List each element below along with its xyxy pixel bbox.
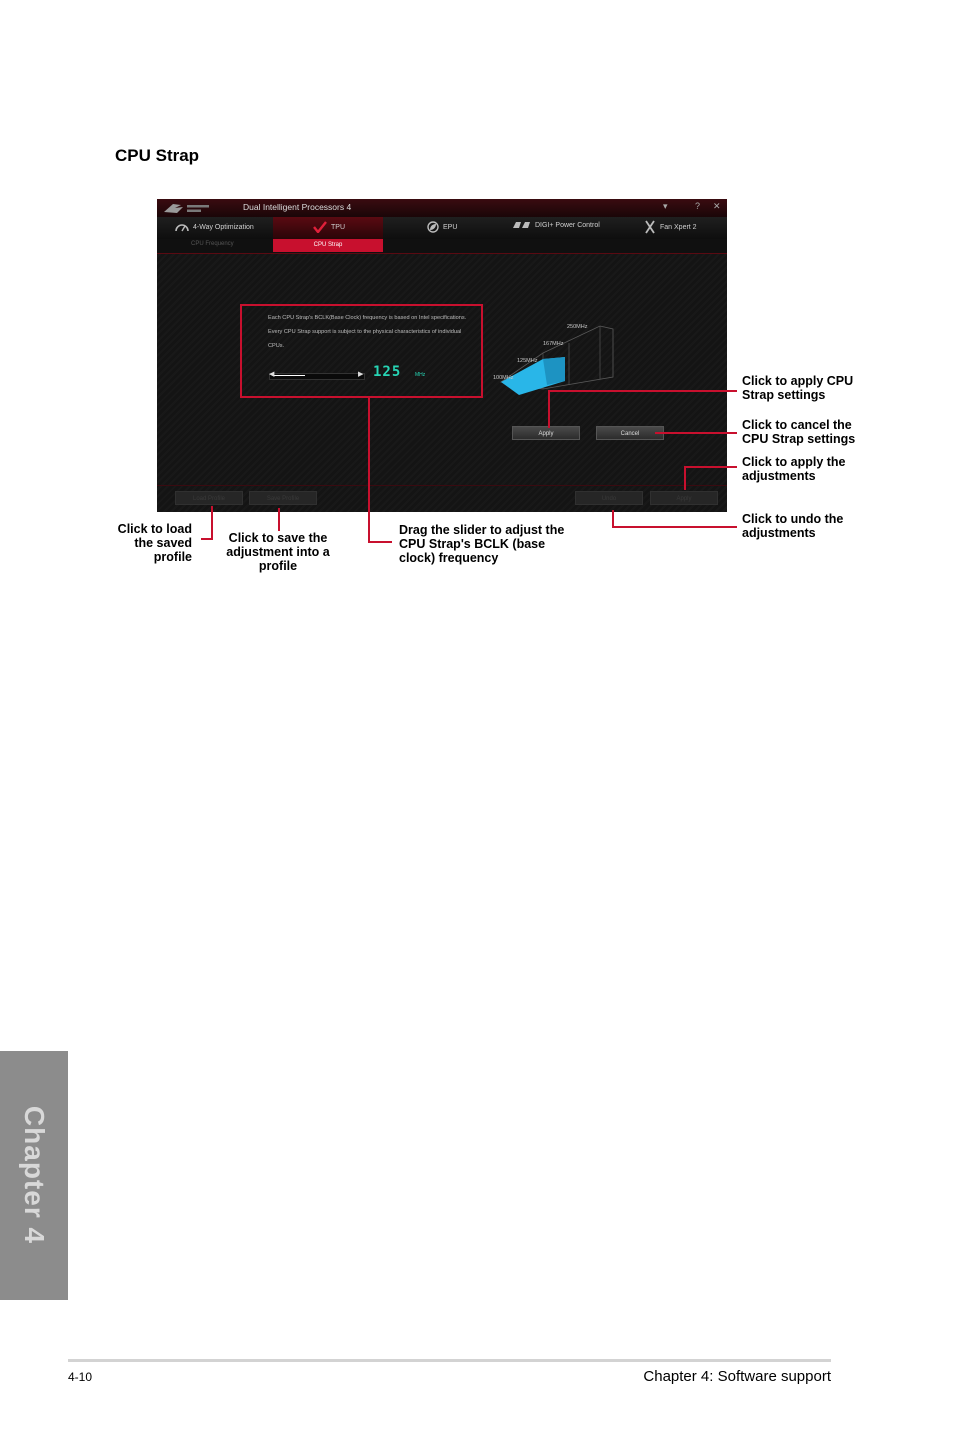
chapter-label: Chapter 4 <box>19 1105 50 1245</box>
help-icon[interactable]: ? <box>695 201 701 211</box>
tab-digi-power-control[interactable] <box>513 221 600 229</box>
callout-apply-strap: Click to apply CPU Strap settings <box>742 374 854 402</box>
page-number: 4-10 <box>68 1370 93 1384</box>
callout-slider: Drag the slider to adjust the CPU Strap's BCLK (base clock) frequency <box>399 523 565 565</box>
leader-line <box>201 538 213 540</box>
callout-load-profile: Click to load the saved profile <box>117 522 192 564</box>
leader-line <box>655 432 737 434</box>
leader-line <box>548 390 737 392</box>
epu-leaf-icon <box>427 221 439 233</box>
tpu-check-icon <box>313 221 327 233</box>
fan-icon <box>644 220 656 234</box>
section-title: CPU Strap <box>115 146 200 165</box>
tab-label: DIGI+ Power Control <box>535 221 600 229</box>
tab-label: 4-Way Optimization <box>193 223 254 231</box>
callout-save-profile: Click to save the adjustment into a profile <box>226 531 330 573</box>
tab-4way-optimization[interactable] <box>175 221 254 233</box>
cancel-strap-button[interactable]: Cancel <box>596 426 664 440</box>
strap-label-100: 100MHz <box>493 375 514 381</box>
footer-divider <box>157 485 727 486</box>
subtab-cpu-frequency[interactable]: CPU Frequency <box>191 241 234 247</box>
footer-rule <box>68 1359 831 1362</box>
dropdown-icon[interactable]: ▾ <box>663 201 668 211</box>
leader-line <box>278 508 280 531</box>
tab-label: TPU <box>331 223 345 231</box>
leader-line <box>612 526 737 528</box>
apply-strap-button[interactable]: Apply <box>512 426 580 440</box>
strap-label-250: 250MHz <box>567 324 588 330</box>
leader-line <box>368 398 370 543</box>
speedometer-icon <box>175 221 189 233</box>
leader-line <box>368 541 392 543</box>
tab-label: Fan Xpert 2 <box>660 223 697 231</box>
undo-button[interactable]: Undo <box>575 491 643 505</box>
subtab-bar <box>157 239 727 253</box>
slider-right-arrow-icon[interactable]: ▶ <box>358 371 364 378</box>
tab-label: EPU <box>443 223 458 231</box>
digi-logo-icon <box>513 221 531 229</box>
leader-line <box>684 466 737 468</box>
tab-tpu[interactable] <box>313 221 345 233</box>
load-profile-button[interactable]: Load Profile <box>175 491 243 505</box>
bclk-unit: MHz <box>415 372 426 378</box>
slider-highlight-box <box>240 304 483 398</box>
slider-left-arrow-icon[interactable]: ◀ <box>269 371 275 378</box>
callout-undo-adjustments: Click to undo the adjustments <box>742 512 844 540</box>
callout-cancel-strap: Click to cancel the CPU Strap settings <box>742 418 856 446</box>
leader-line <box>548 390 550 428</box>
leader-line <box>684 466 686 490</box>
strap-wedge-graphic <box>495 319 620 399</box>
bclk-value: 125 <box>373 364 402 380</box>
strap-description: Each CPU Strap's BCLK(Base Clock) frequency is based on Intel specifications. Every CPU Strap support is subject to the physical characteristics of individual CPUs. <box>268 315 467 349</box>
tab-fan-xpert[interactable] <box>644 220 697 234</box>
subtab-divider <box>157 253 727 254</box>
rog-logo-icon <box>163 202 235 215</box>
strap-label-167: 167MHz <box>543 341 564 347</box>
leader-line <box>211 506 213 540</box>
app-title: Dual Intelligent Processors 4 <box>243 202 352 212</box>
subtab-cpu-strap[interactable]: CPU Strap <box>313 242 343 248</box>
footer-chapter-title: Chapter 4: Software support <box>643 1368 831 1385</box>
strap-label-125: 125MHz <box>517 358 538 364</box>
tab-epu[interactable] <box>427 221 457 233</box>
apply-all-button[interactable]: Apply <box>650 491 718 505</box>
save-profile-button[interactable]: Save Profile <box>249 491 317 505</box>
close-icon[interactable]: ✕ <box>713 201 721 211</box>
callout-apply-adjustments: Click to apply the adjustments <box>742 455 846 483</box>
